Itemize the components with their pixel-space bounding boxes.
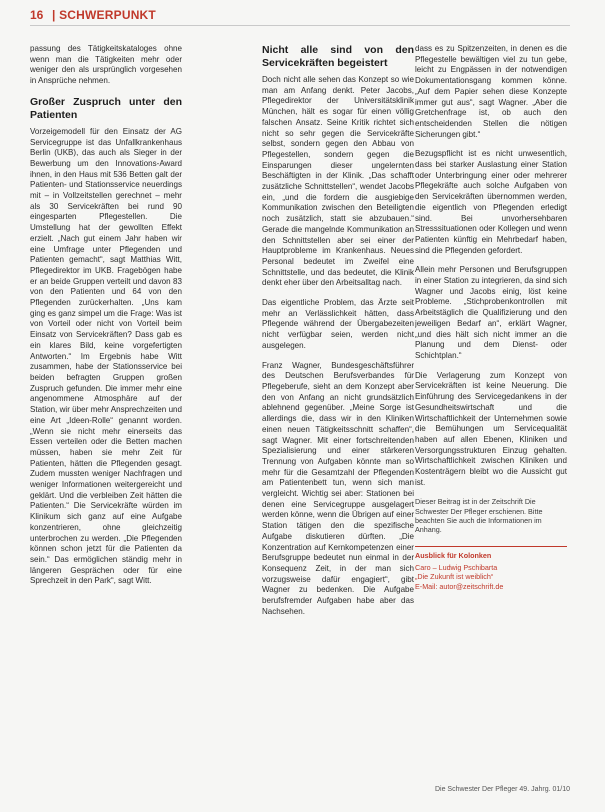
- body-paragraph: Franz Wagner, Bundesgeschäftsführer des Deutschen Berufsverbandes für Pflegeberufe, sieht an dem Konzept aber den von Anfang an nicht grundsätzlich ablehnend gegenüber. „Meine Sorge ist allerdings die, dass wir in den Kliniken einen neuen Tätigkeitsschnitt schaffen“, sagt Wagner. Mit einer fortschreitenden Spezialisierung und einer stärkeren Trennung von Aufgaben könnte man so mehr für die Gesamtzahl der Pflegenden am Patientenbett tun, wenn sich man vergleicht. Wichtig sei aber: Stationen bei denen eine Servicegruppe ausgelagert werden könne, wenn die Übrigen auf einer Station tätigen den die spezifische Aufgabe diskutieren dürften. „Die Konzentration auf Kernkompetenzen einer Berufsgruppe bedeutet nun einmal in der Konsequenz Zeit, in der man sich vorzugsweise dafür engagiert“, gibt Wagner zu bedenken. Die Aufgabe berufsfremder Aufgaben habe aber das Nachsehen.: [262, 360, 414, 616]
- author-name: Caro – Ludwig Pschibarta: [415, 562, 498, 572]
- column-left: [30, 44, 182, 799]
- page-footer: Die Schwester Der Pfleger 49. Jahrg. 01/10: [434, 786, 570, 793]
- body-paragraph: Die Verlagerung zum Konzept von Servicekräften ist keine Neuerung. Die Einführung des Servicegedankens in der Gesundheitswirtschaft und die Wirtschaftlichkeit der Unternehmen sowie die Bemühungen um Servicequalität haben auf allen Ebenen, Kliniken und Versorgungsstrukturen Einzug gehalten. Wirtschaftlichkeit zwischen Kliniken und Kostenträgern bleibt wo die Aussicht gut ist.: [415, 370, 567, 487]
- author-infobox: [415, 546, 567, 591]
- article-note: Dieser Beitrag ist in der Zeitschrift Die Schwester Der Pfleger erschienen. Bitte beachten Sie auch die Informationen im Anhang.: [415, 497, 543, 535]
- subheading-zuspruch: Großer Zuspruch unter den Patienten: [30, 95, 182, 121]
- header-divider: [30, 25, 570, 26]
- page-number: 16: [30, 8, 44, 22]
- body-paragraph: Allein mehr Personen und Berufsgruppen in einer Station zu integrieren, da sind sich Wagner und Jacobs einig, löst keine Probleme. „Stichprobenkontrollen mit Arbeitstäglich die Qualifizierung und den jeweiligen Bedarf an“, erklärt Wagner, „und dies hält sich nicht immer an die Planung und dem Dienst- oder Schichtplan.“: [415, 265, 567, 360]
- author-email[interactable]: E-Mail: autor@zeitschrift.de: [415, 581, 504, 591]
- infobox-divider: [415, 546, 567, 547]
- page-header: [0, 0, 605, 30]
- section-label: | SCHWERPUNKT: [52, 8, 156, 22]
- column-right: [415, 44, 567, 799]
- body-paragraph: Bezugspflicht ist es nicht unwesentlich, dass bei starker Auslastung einer Station oder Unterbringung einer oder mehrerer Pflegekräfte auch solche Aufgaben von den Servicekräften übernommen werden, die eigentlich von Pflegenden erledigt sind. Bei unvorhersehbaren Stresssituationen oder Kollegen und wenn Patienten künftig ein Mehrbedarf haben, sind die Pflegenden gefordert.: [415, 149, 567, 255]
- subheading-servicekraefte: Nicht alle sind von den Servicekräften begeistert: [262, 44, 414, 69]
- body-paragraph: Das eigentliche Problem, das Ärzte seit mehr an Verlässlichkeit hätten, dass Pflegende während der Übergabezeiten nicht verfügbar seien, werden nicht ausgelegen.: [262, 298, 414, 350]
- column-middle: [262, 44, 414, 799]
- body-paragraph: Doch nicht alle sehen das Konzept so wie man am Anfang denkt. Peter Jacobs, Pflegedirektor der Universitätsklinik München, hält es sogar für einen völlig falschen Ansatz. Seine Kritik richtet sich nicht so sehr gegen die Servicekräfte selbst, sondern gegen den Abbau von Pflegestellen, sondern gegen die Einsparungen dieser ungelernten Beschäftigten in der Klinik. „Das schafft zusätzliche Schnittstellen“, wendet Jacobs ein, „und die fordern die ausgiebige Kommunikation zwischen den Beteiligten noch zusätzlich, statt sie abzubauen.“ Gerade die mangelnde Kommunikation an den Schnittstellen aber sei einer der Hauptprobleme im Krankenhaus. Neues Personal bedeutet im Zweifel eine Schnittstelle, und das bedeutet, die Klinik denkt eher über den Arbeitsalltag nach.: [262, 75, 414, 288]
- author-quote: „Die Zukunft ist weiblich“: [415, 572, 494, 582]
- body-paragraph: dass es zu Spitzenzeiten, in denen es die Pflegestelle bewältigen viel zu tun gebe, leicht zu Engpässen in der notwendigen Dokumentationsgang kommen könne. „Auf dem Papier sehen diese Konzepte immer gut aus“, sagt Wagner. „Aber die Gretchenfrage ist, ob auch den entscheidenden Stellen die nötigen Sicherungen gibt.“: [415, 44, 567, 139]
- intro-paragraph: passung des Tätigkeitskataloges ohne wenn man die Tätigkeiten mehr oder weniger den als ursprünglich vorgesehen in Ansprüche nehmen.: [30, 44, 182, 86]
- infobox-title: Ausblick für Kolonken: [415, 551, 492, 561]
- body-paragraph: Vorzeigemodell für den Einsatz der AG Servicegruppe ist das Unfallkrankenhaus Berlin (UKB), das auch als Sieger in der Bewerbung um den Innovations-Award ihnen, in den Haus mit 536 Betten galt der Patienten- und Stationsservice neuerdings mit – in Vollzeitstellen gerechnet – mehr als 30 Servicekräften bei rund 90 eingesparten Pflegestellen. Die Umstellung hat der gewollten Effekt erzielt. „Nach gut einem Jahr haben wir eine Umfrage unter Pflegenden und Patienten gemacht“, sagt Matthias Witt, Pflegedirektor im UKB. Fragebögen habe er an beide Gruppen verteilt und davon 83 von den Patienten und 64 von den Pflegenden zurückerhalten. „Uns kam ging es ganz simpel um die Frage: Was ist von Vorteil oder nicht von Vorteil beim Einsatz von Servicekräften? Dass gab es ein klares Bild, keine vorgefertigten Antworten.“ Im Ergebnis habe Witt zusammen, habe der Stationsservice bei beiden befragten Gruppen großen Zuspruch gefunden. Die immer mehr eine angenommene Atmosphäre auf der Station, wir über mehr Ansprechzeiten und eine Art „Ideen-Rolle“ genannt worden. „Wenn sie nicht mehr einerseits das Essen verteilen oder die Betten machen müssen, haben sie mehr Zeit für Patienten, hätten die Pflegenden gesagt. Zudem mussten weniger Nachfragen und weniger Informationen weitergereicht und geklärt. Und die verbleiben Zeit hätten die Patienten.“ Die Servicekräfte würden im Klinikum sich ganz auf eine Aufgabe konzentrieren, ohne gleichzeitig unterbrochen zu werden. „Die Pflegenden können schon jetzt für die Patienten da sein.“ Das ermöglichen ständig mehr in längeren Gesprächen oder für eine Sprechzeit in den Park“, sagt Witt.: [30, 126, 182, 586]
